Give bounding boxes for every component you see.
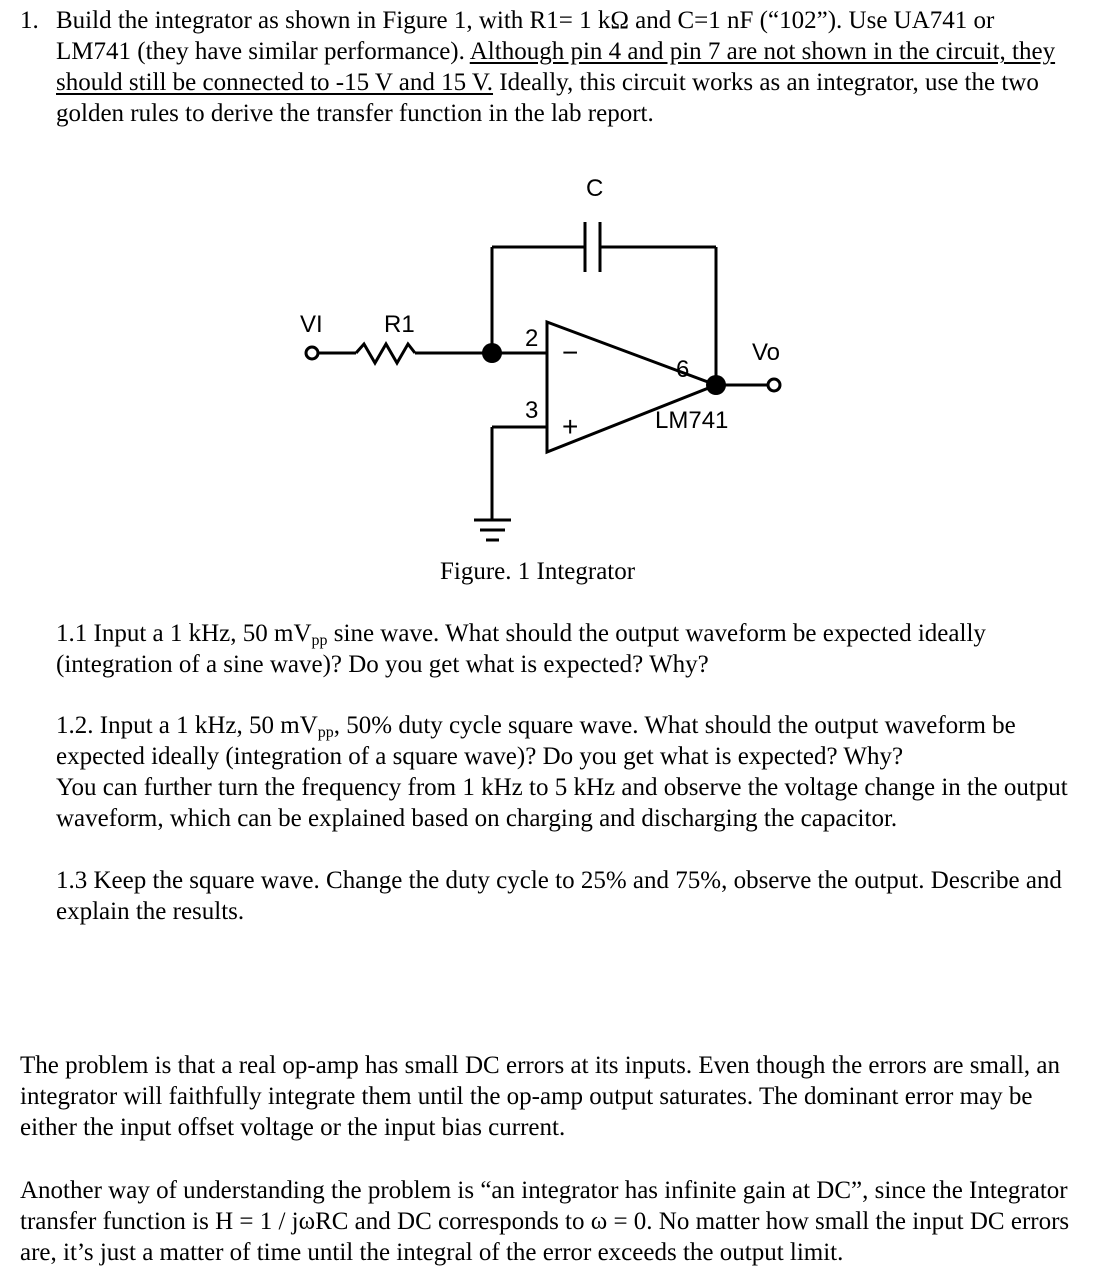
question-1-2 [56, 710, 1076, 834]
item1-text-b: Ideally, this circuit works as an integrator, use the two golden rules to derive the transfer function in the lab report. [56, 69, 1039, 127]
pin-2-label: 2 [525, 325, 539, 352]
vi-label: VI [300, 311, 323, 338]
item-number: 1. [20, 7, 39, 34]
junction-dot-input [482, 343, 502, 363]
q1-2-sub: pp [317, 724, 334, 741]
figure-caption: Figure. 1 Integrator [440, 558, 636, 585]
vo-terminal [768, 379, 780, 391]
pin-3-label: 3 [525, 397, 539, 424]
q1-2-text-c: You can further turn the frequency from 1 kHz to 5 kHz and observe the voltage change in the output waveform, which can be explained based on charging and discharging the capacitor. [56, 774, 1068, 832]
q1-1-sub: pp [311, 632, 328, 649]
q1-2-text-a: 1.2. Input a 1 kHz, 50 mV [56, 712, 318, 739]
q1-2-text-b: , 50% duty cycle square wave. What should the output waveform be expected ideally (integration of a square wave)? Do you get what is expected? Why? [56, 712, 1016, 770]
vo-label: Vo [752, 339, 781, 366]
pin-6-label: 6 [676, 356, 690, 383]
item1-underlined: Although pin 4 and pin 7 are not shown in the circuit, they should still be connected to -15 V and 15 V. [56, 38, 1056, 96]
question-1-1 [56, 618, 1076, 680]
r1-resistor [356, 344, 415, 363]
paragraph-dc-errors: The problem is that a real op-amp has small DC errors at its inputs. Even though the errors are small, an integrator will faithfully integrate them until the op-amp output saturates. The dominant error may be either the input offset voltage or the input bias current. [20, 1052, 1061, 1141]
noninverting-sign: + [562, 411, 579, 442]
item1-text-a: Build the integrator as shown in Figure 1, with R1= 1 kΩ and C=1 nF (“102”). Use UA741 or LM741 (they have similar performance). [56, 7, 995, 65]
junction-dot-output [706, 375, 726, 395]
paragraph-infinite-gain: Another way of understanding the problem is “an integrator has infinite gain at DC”, since the Integrator transfer function is H = 1 / jωRC and DC corresponds to ω = 0. No matter how small the input DC errors are, it’s just a matter of time until the integral of the error exceeds the output limit. [20, 1177, 1070, 1266]
opamp-label: LM741 [655, 407, 729, 434]
inverting-sign: − [562, 337, 579, 368]
question-1-3: 1.3 Keep the square wave. Change the duty cycle to 25% and 75%, observe the output. Describe and explain the results. [56, 867, 1062, 925]
integrator-circuit-figure [0, 0, 1094, 600]
q1-1-text-a: 1.1 Input a 1 kHz, 50 mV [56, 620, 312, 647]
r1-label: R1 [384, 311, 415, 338]
vi-terminal [306, 347, 318, 359]
capacitor-label: C [586, 175, 604, 202]
q1-1-text-b: sine wave. What should the output waveform be expected ideally (integration of a sine wave)? Do you get what is expected? Why? [56, 620, 986, 678]
